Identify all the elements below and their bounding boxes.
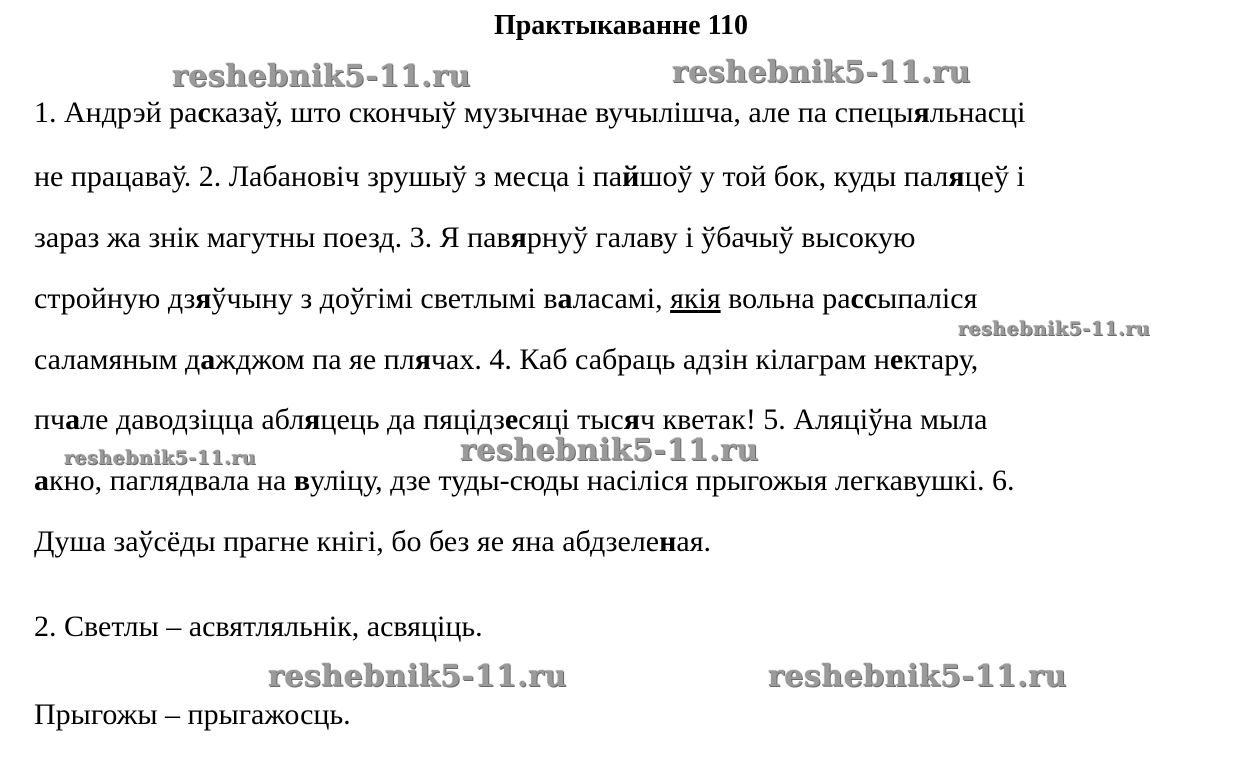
- page-title: Практыкаванне 110: [493, 10, 749, 41]
- text-line-5: саламяным дажджом па яе плячах. 4. Каб сабраць адзін кілаграм нектару,: [34, 343, 979, 376]
- text-line-1: 1. Андрэй расказаў, што скончыў музычнае вучылішча, але па спецыяльнасці: [34, 96, 1026, 129]
- watermark: reshebnik5-11.ru: [64, 447, 257, 469]
- watermark: reshebnik5-11.ru: [268, 659, 567, 694]
- answer-line-2: Прыгожы – прыгажосць.: [34, 698, 351, 731]
- text-line-7: акно, паглядвала на вуліцу, дзе туды-сюды насіліся прыгожыя легкавушкі. 6.: [34, 464, 1015, 497]
- text-line-8: Душа заўсёды прагне кнігі, бо без яе яна абдзеленая.: [34, 525, 712, 558]
- watermark: reshebnik5-11.ru: [672, 55, 971, 90]
- watermark: reshebnik5-11.ru: [172, 59, 471, 94]
- watermark: reshebnik5-11.ru: [460, 433, 759, 468]
- text-line-4: стройную дзяўчыну з доўгімі светлымі валасамі, якія вольна рассыпаліся: [34, 282, 978, 315]
- text-line-6: пчале даводзіцца абляцець да пяцідзесяці тысяч кветак! 5. Аляціўна мыла: [34, 403, 988, 436]
- watermark: reshebnik5-11.ru: [768, 659, 1067, 694]
- text-line-2: не працаваў. 2. Лабановіч зрушыў з месца і пайшоў у той бок, куды паляцеў і: [34, 160, 1025, 193]
- answer-line-1: 2. Светлы – асвятляльнік, асвяціць.: [34, 610, 483, 643]
- watermark: reshebnik5-11.ru: [958, 318, 1151, 340]
- underlined-word: якія: [670, 282, 721, 315]
- text-line-3: зараз жа знік магутны поезд. 3. Я павярнуў галаву і ўбачыў высокую: [34, 221, 916, 254]
